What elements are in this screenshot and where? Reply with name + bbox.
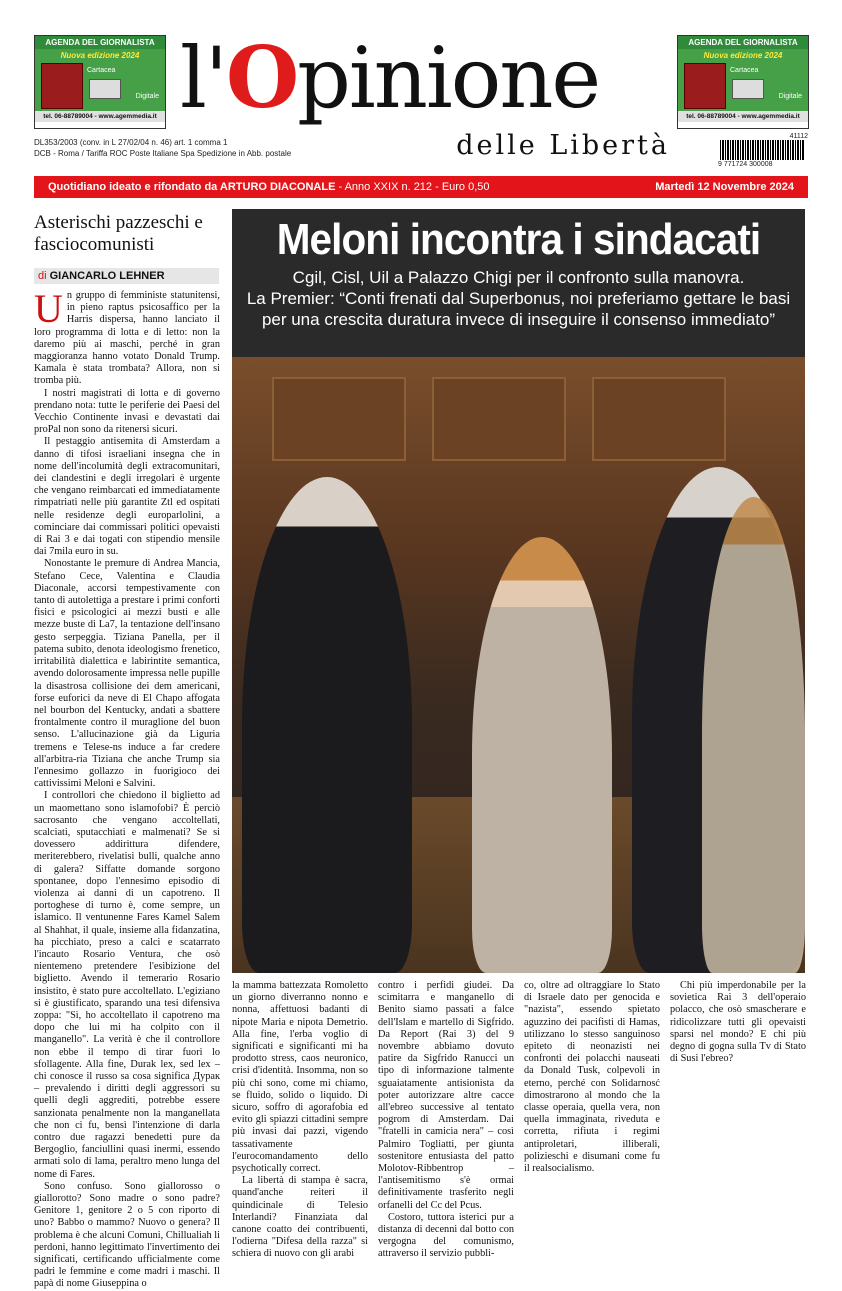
byline-prefix: di <box>38 270 50 282</box>
title-o: O <box>225 28 298 127</box>
paragraph: n gruppo di femministe statunitensi, in pieno raptus psicosaffico per la Harris dispersa, hanno lanciato il loro programma di lotta e di letto: non la daremo più ai maschi, perché in gran maggioranza hanno votato Donald Trump. Kamala è stata trombata? Allora, non si tromba più. <box>34 290 220 387</box>
ad-agenda-left[interactable] <box>34 35 166 129</box>
redbar-founder: Quotidiano ideato e rifondato da ARTURO DIACONALE <box>48 181 336 193</box>
redbar-left <box>48 181 490 193</box>
title-rest: pinione <box>297 29 600 127</box>
lead-subhead-1: Cgil, Cisl, Uil a Palazzo Chigi per il confronto sulla manovra. <box>292 268 745 287</box>
photo-figure-premier <box>472 537 612 973</box>
barcode-issue: 41112 <box>789 133 808 140</box>
paragraph: Sono confuso. Sono giallorosso o giallorotto? Sono madre o sono padre? Genitore 1, genitore 2 o 5 con riporto di uno? Babbo o mammo? Nuovo o genera? Il problema è che alcuni Comuni, Chillualiah li perdoni, hanno legittimato l'invertimento dei significati, certificando ufficialmente come padri le femmine e come madri i maschi. Il papà di nome Giuseppina o <box>34 1180 220 1290</box>
paragraph: I nostri magistrati di lotta e di governo prendano nota: tutte le periferie dei Paesi del Vecchio Continente invasi e devastati dai proPal non sono da ritenersi sicuri. <box>34 387 220 436</box>
lead-headline: Meloni incontra i sindacati <box>276 215 761 264</box>
ad-cartacea: Cartacea <box>87 67 116 74</box>
byline <box>34 268 219 284</box>
editorial-column-4 <box>524 980 660 1175</box>
ad-body <box>35 49 165 111</box>
ad-agenda-right[interactable] <box>677 35 809 129</box>
paragraph: la mamma battezzata Romoletto un giorno diverranno nonno e nonna, affettuosi badanti di nipote Maria e nipota Demetrio. Alla fine, l'erba voglio di significati e significanti mi ha prodotto stress, caos neuronico, crisi d'identità. Insomma, non so più chi sono, come mi chiamo, se fluido, solido o liquido. Di sicuro, soffro di agorafobia ed evito gli spiazzi cittadini sempre più invasi dai pazzi, vigendo tassativamente l'eurocomandamento dello psychotically correct. <box>232 980 368 1175</box>
masthead-subtitle: delle Libertà <box>456 130 670 161</box>
paragraph: I controllori che chiedono il biglietto ad un maomettano sono islamofobi? È perciò sacrosanto che vengano accoltellati, scalciati, sputacchiati e malmenati? Se si dovessero addirittura difendere, meriterebbero, rivelatisi bulli, qualche anno di galera? Siffatte domande sorgono spontanee, dopo l'ennesimo episodio di violenza ai danni di un capotreno. Il portoghese di turno è, come sempre, un islamico. Il ventunenne Fares Kamel Salem al Shahhat, il quale, insieme alla fidanzatina, ha picchiato, preso a calci e scatarrato l'incauto Rosario Ventura, che osò nientemeno pretendere l'esibizione del biglietto. Avendo il temerario Rosario insistito, è stato pure accoltellato. L'egiziano si è giustificato, sparando una tesi difensiva zoppa: "Sì, ho accoltellato il capotreno ma dopo che lui mi ha colpito con il manganello". La verità è che il controllore non ebbe il tempo di tirar fuori lo sfollagente. Alla fine, Durak lex, sed lex – chi conosce il russo sa cosa significa Дурак – prevalendo i diritti degli aggressori su quelli degli aggrediti, potrebbe essere sanzionata penalmente non la manganellata che non ci fu, bensì l'intenzione di darla contro due ragazzi benedetti pure da Bergoglio, fanciullini quasi inermi, essendo armati solo di lama, peraltro meno lunga del nome di Fares. <box>34 790 220 1180</box>
book-icon <box>41 63 83 109</box>
legal-line-1: DL353/2003 (conv. in L 27/02/04 n. 46) art. 1 comma 1 <box>34 138 228 147</box>
paragraph: co, oltre ad oltraggiare lo Stato di Israele dato per genocida e "nazista", essendo spietato aguzzino dei pacifisti di Hamas, utilizzano lo stesso sanguinoso epiteto di neonazisti nei confronti dei polacchi nauseati da Donald Tusk, colpevoli in eterno, perché con Solidarnosć dimostrarono al mondo che la classe operaia, quella vera, non quella immaginata, riveduta e corretta, rifiuta i regimi antiproletari, illiberali, polizieschi e disumani come fu il realsocialismo. <box>524 980 660 1175</box>
title-prefix: l' <box>180 29 226 127</box>
redbar-date: Martedì 12 Novembre 2024 <box>655 181 794 193</box>
photo-figure-man-left <box>242 477 412 973</box>
photo-wall-panel <box>432 377 566 461</box>
lead-photo[interactable] <box>232 357 805 973</box>
ad-header: AGENDA DEL GIORNALISTA <box>35 36 165 49</box>
ad-header: AGENDA DEL GIORNALISTA <box>678 36 808 49</box>
lead-subhead-2: La Premier: “Conti frenati dal Superbonus, noi preferiamo gettare le basi per una crescita duratura invece di inseguire il consenso immediato” <box>246 289 791 329</box>
ad-edition: Nuova edizione 2024 <box>60 51 140 60</box>
ad-digitale: Digitale <box>135 93 159 100</box>
paragraph: La libertà di stampa è sacra, quand'anche reiteri il quindicinale di Telesio Interlandi? Finanziata dal canone coatto dei contribuenti, l'odierna "Difesa della razza" si schiera di nuovo con gli arabi <box>232 1175 368 1260</box>
editorial-title[interactable]: Asterischi pazzeschi e fasciocomunisti <box>34 212 203 255</box>
ad-cartacea: Cartacea <box>730 67 759 74</box>
ad-edition: Nuova edizione 2024 <box>703 51 783 60</box>
editorial-column-3 <box>378 980 514 1260</box>
photo-wall-panel <box>592 377 726 461</box>
redbar-issue: - Anno XXIX n. 212 - Euro 0,50 <box>335 181 490 193</box>
barcode <box>712 133 808 169</box>
photo-wall-panel <box>272 377 406 461</box>
laptop-icon <box>89 79 121 99</box>
laptop-icon <box>732 79 764 99</box>
legal-line-2: DCB - Roma / Tariffa ROC Poste Italiane Spa Spedizione in Abb. postale <box>34 149 292 158</box>
editorial-column-2 <box>232 980 368 1260</box>
paragraph: Il pestaggio antisemita di Amsterdam a danno di tifosi israeliani insegna che in nome dell'incolumità degli extracomunitari, dei clandestini e degli irregolari è urgente che vengano reimbarcati ed immediatamente rimpatriati nelle più garantite Ztl ed ospitati nelle residenze degli europarlolini, a cominciare dai commissari politici opevaisti di Rai 3 e dai togati con stipendio mensile dai 7mila euro in su. <box>34 436 220 558</box>
photo-figure-woman-right <box>702 497 805 973</box>
ad-body <box>678 49 808 111</box>
book-icon <box>684 63 726 109</box>
ad-contact: tel. 06-88789004 - www.agemmedia.it <box>678 111 808 122</box>
byline-name: GIANCARLO LEHNER <box>49 270 165 282</box>
editorial-column-5 <box>670 980 806 1160</box>
barcode-digits: 9 771724 300008 <box>718 161 773 168</box>
paragraph: Nonostante le premure di Andrea Mancia, Stefano Cece, Valentina e Claudia Diaconale, accorsi tempestivamente con tanto di autolettiga a prestare i primi conforti fisici e psicologici ai mezzi busti e alle mezze buste di La7, la tentazione dell'insano gesto serpeggia. Tiziana Panella, per il patema subito, denota ideologismo frenetico, irritabilità dialettica e labirintite semantica, avendo dolorosamente impressa nelle pupille la disastrosa collisione dei dem americani, forse euforici da neve di El Chapo affogata nel bourbon del Kentucky, andati a sbattere frontalmente contro il muraglione del buon senso. L'allucinazione già da Liguria tremens e Telese-ns induce a far credere all'arbitra-ria Tiziana che anche Trump sia l'ennesimo gollazzo in fuorigioco dei cattivissimi Meloni e Salvini. <box>34 558 220 790</box>
dropcap: U <box>34 286 63 331</box>
masthead-title <box>180 28 670 127</box>
ad-contact: tel. 06-88789004 - www.agemmedia.it <box>35 111 165 122</box>
postal-legal <box>34 137 334 159</box>
paragraph: Chi più imperdonabile per la sovietica Rai 3 dell'operaio polacco, che osò smascherare e ridicolizzare tutti gli opevaisti sparsi nel mondo? E chi più degno di gogna sulla Tv di Stato di Susi l'ebreo? <box>670 980 806 1065</box>
paragraph: contro i perfidi giudei. Da scimitarra e manganello di Benito siamo passati a falce dell'Islam e martello di Sigfrido. Da Report (Rai 3) del 9 novembre abbiamo dovuto patire da Sigfrido Ranucci un tipo di informazione talmente sguaiatamente antisionista da poter autorizzare altre cacce all'ebreo successive al tentato pogrom di Amsterdam. Dai "fratelli in camicia nera" – così Palmiro Togliatti, per giunta sostenitore entusiasta del patto Molotov-Ribbentrop – l'antisemitismo s'è ormai definitivamente trasferito negli orfanelli del Cc del Pcus. <box>378 980 514 1211</box>
lead-headline-box[interactable] <box>232 209 805 357</box>
barcode-bars <box>720 140 804 160</box>
masthead-redbar <box>34 176 808 198</box>
editorial-column-1 <box>34 286 220 1290</box>
ad-digitale: Digitale <box>778 93 802 100</box>
paragraph: Costoro, tuttora isterici pur a distanza di decenni dal botto con vergogna del comunismo, attraverso il servizio pubbli- <box>378 1211 514 1260</box>
